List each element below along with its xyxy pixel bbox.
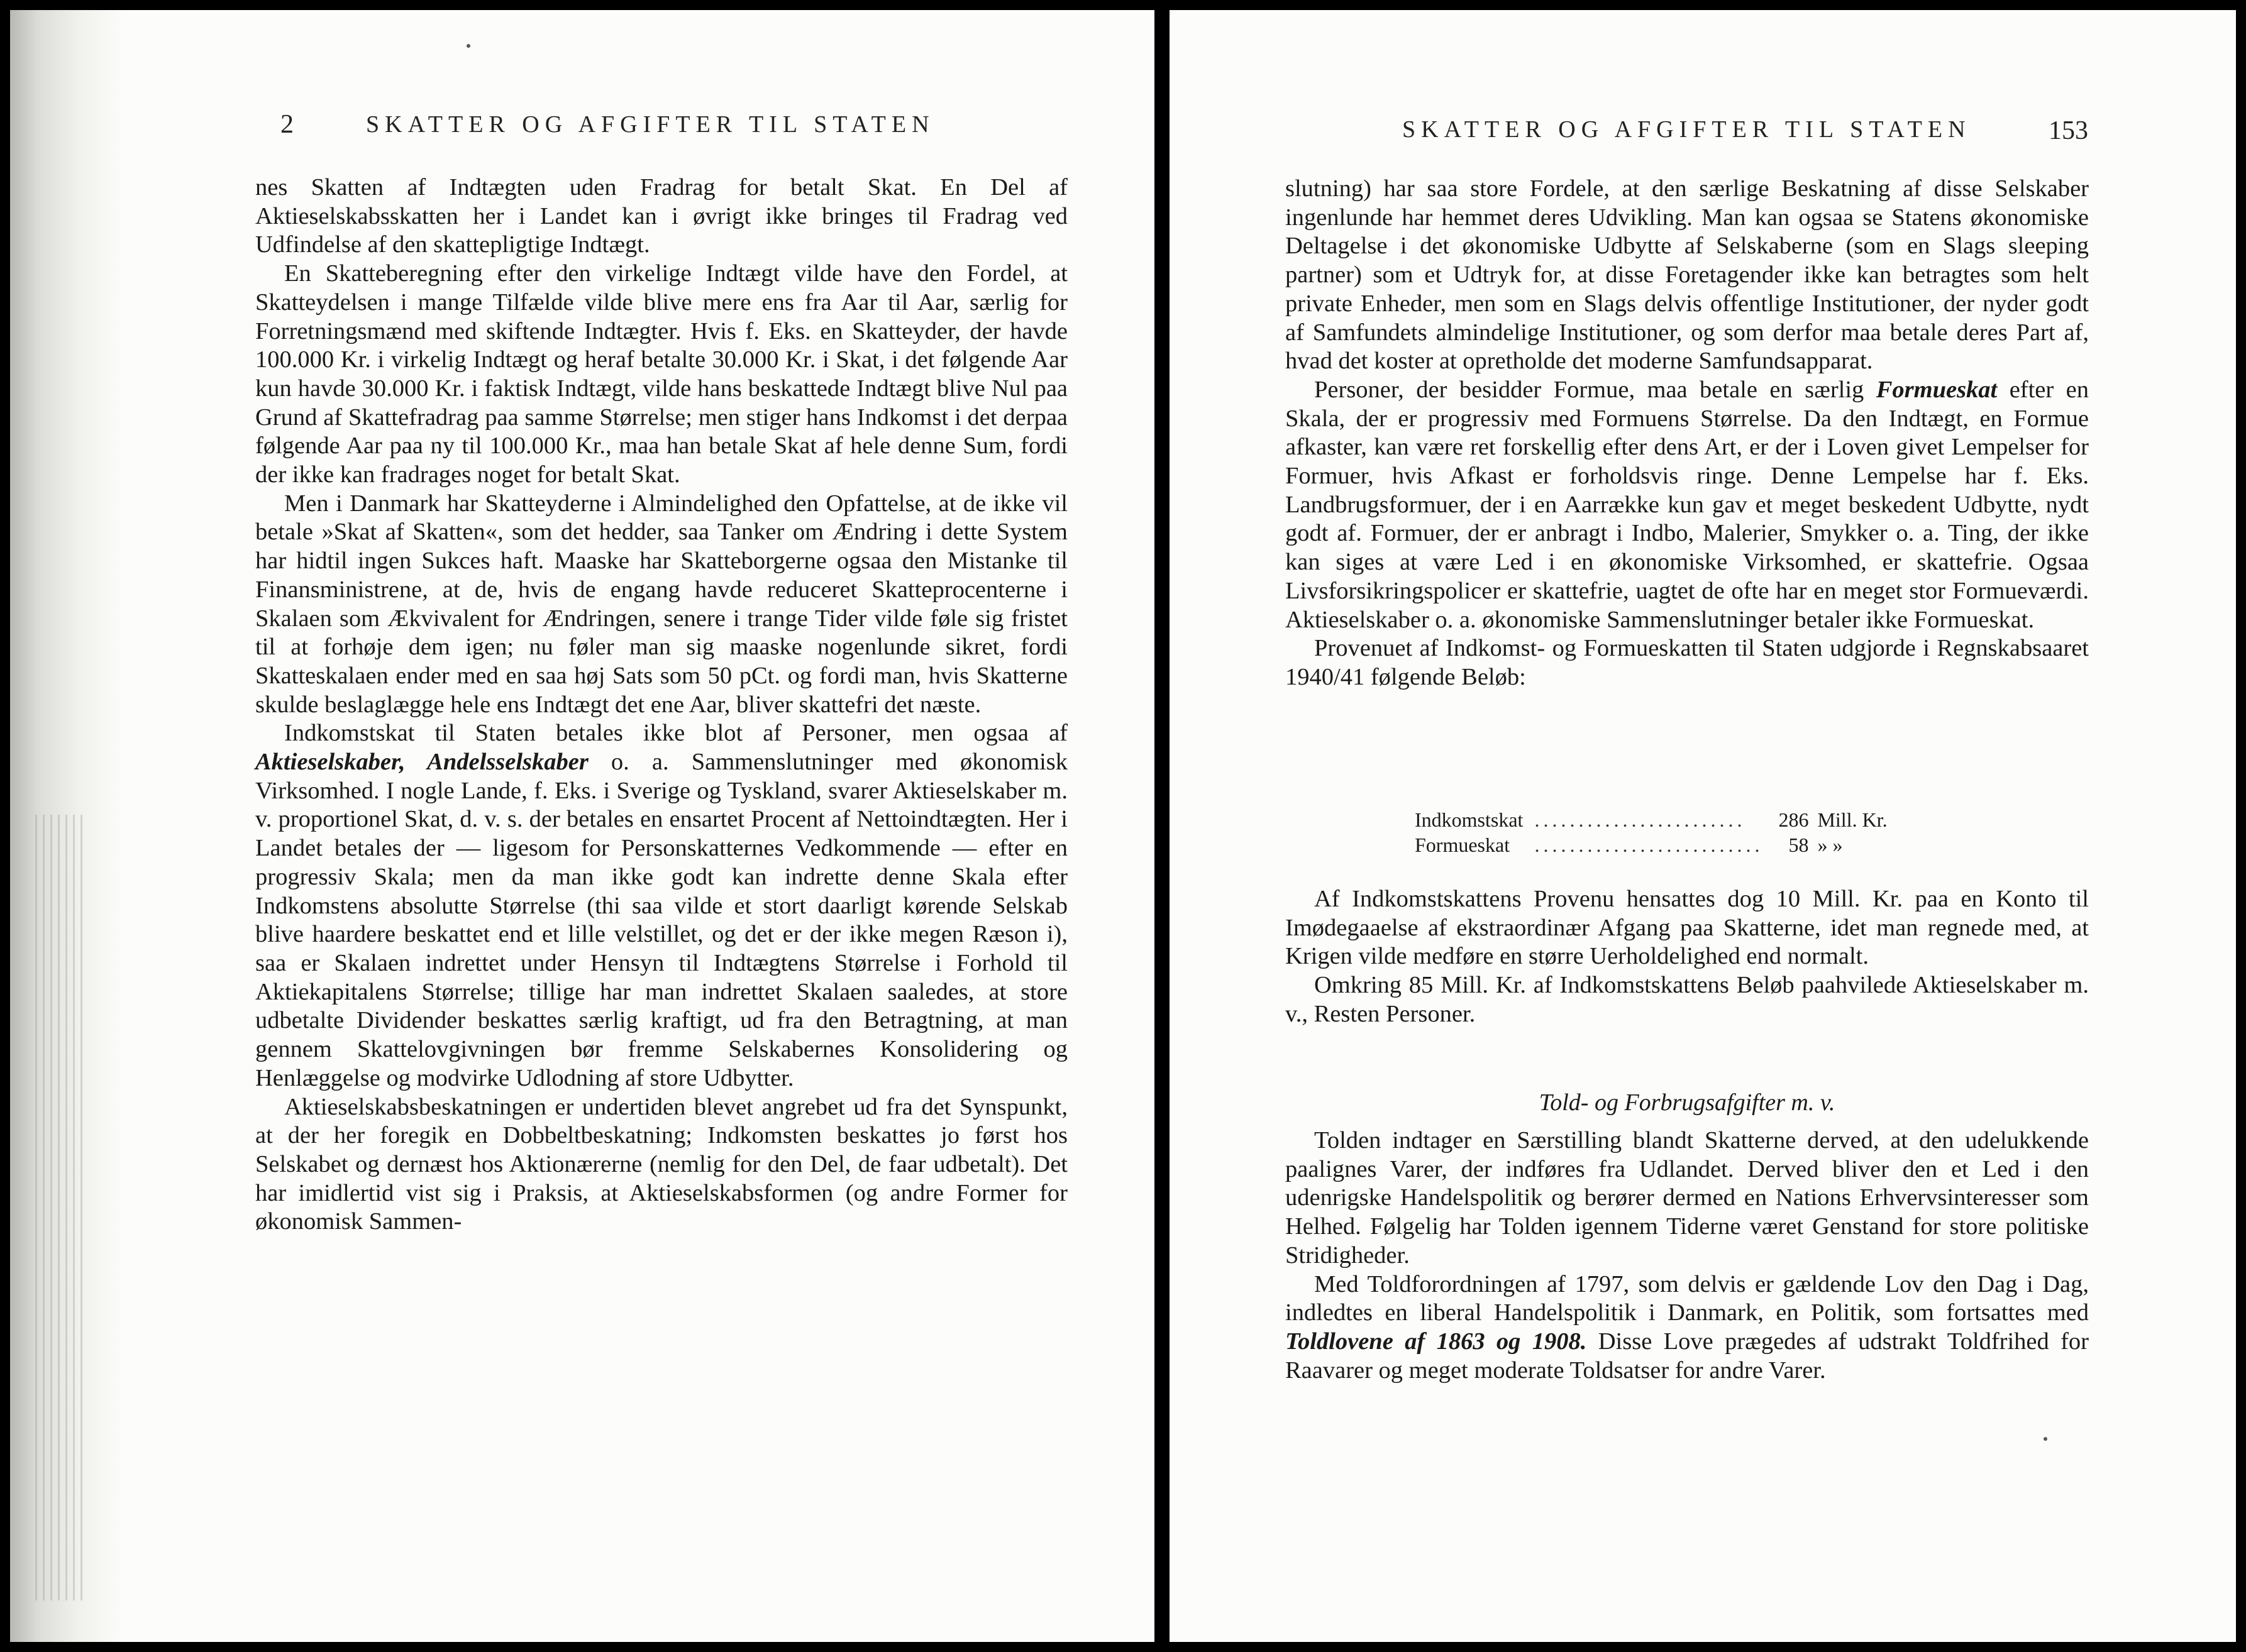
table-value: 286 <box>1778 808 1809 831</box>
paragraph: slutning) har saa store Fordele, at den særlige Beskatning af disse Selskaber ingenlunde har hemmet deres Udvikling. Man kan ogsaa se Statens økonomiske Deltagelse i det økonomiske Udbytte af Selskaberne (som en Slags sleeping partner) som et Udtryk for, at disse Foretagender ikke kan betragtes som helt private Enheder, men som en Slags delvis offentlige Institutioner, der nyder godt af Samfundets almindelige Institutioner, og som derfor maa betale deres Part af, hvad det koster at opretholde det moderne Samfundsapparat. <box>1285 175 2089 375</box>
table-label: Indkomstskat <box>1415 808 1524 831</box>
table-unit: » » <box>1817 834 1843 856</box>
emphasis: Toldlovene af 1863 og 1908. <box>1285 1328 1587 1355</box>
dot-leader: .......................... <box>1534 834 1764 856</box>
paragraph: Indkomstskat til Staten betales ikke blot af Personer, men ogsaa af Aktieselskaber, Andelsselskaber o. a. Sammenslutninger med økonomisk Virksomhed. I nogle Lande, f. Eks. i Sverige og Tyskland, svarer Aktieselskaber m. v. proportionel Skat, d. v. s. der betales en ensartet Procent af Nettoindtægten. Her i Landet betales der — ligesom for Personskatternes Vedkommende — efter en progressiv Skala; men da man ikke godt kan indrette denne Skala efter Indkomstens absolutte Størrelse (thi saa vilde et stort daarligt kørende Selskab blive haardere beskattet end et lille velstillet, og det er der ikke megen Ræson i), saa er Skalaen indrettet under Hensyn til Indtægtens Størrelse i Forhold til Aktiekapitalens Størrelse; tillige har man indrettet Skalaen saaledes, at store udbetalte Dividender beskattes særlig kraftigt, ud fra den Betragtning, at man gennem Skattelovgivningen bør fremme Selskabernes Konsolidering og Henlæggelse og modvirke Udlodning af store Udbytter. <box>255 720 1068 1091</box>
paragraph: Af Indkomstskattens Provenu hensattes dog 10 Mill. Kr. paa en Konto til Imødegaaelse af ekstraordinær Afgang paa Skatterne, idet man regnede med, at Krigen vilde medføre en større Uerholdelighed end normalt. <box>1285 886 2089 970</box>
paragraph: Personer, der besidder Formue, maa betale en særlig Formueskat efter en Skala, der er progressiv med Formuens Størrelse. Da den Indtægt, en Formue afkaster, kan være ret forskellig efter dens Art, er der i Loven givet Lempelser for Formuer, hvis Afkast er forholdsvis ringe. Denne Lempelse har f. Eks. Landbrugsformuer, der i en Aarrække kun gav et meget beskedent Udbytte, nydt godt af. Formuer, der er anbragt i Indbo, Malerier, Smykker o. a. Ting, der ikke kan siges at være Led i en økonomiske Virksomhed, er skattefrie. Ogsaa Livsforsikringspolicer er skattefrie, uagtet de ofte har en meget stor Formueværdi. Aktieselskaber o. a. økonomiske Sammenslutninger betaler ikke Formueskat. <box>1285 376 2089 633</box>
left-body-text <box>255 173 1068 1236</box>
dot-leader: ........................ <box>1534 808 1746 831</box>
scan-speck <box>467 44 470 48</box>
paragraph: Aktieselskabsbeskatningen er undertiden blevet angrebet ud fra det Synspunkt, at der her foregik en Dobbeltbeskatning; Indkomsten beskattes jo først hos Selskabet og dernæst hos Aktionærerne (nemlig for den Del, de faar udbetalt). Det har imidlertid vist sig i Praksis, at Aktieselskabsformen (og andre Former for økonomisk Sammen- <box>255 1093 1068 1235</box>
right-body-text-mid <box>1285 885 2089 1029</box>
paragraph: Tolden indtager en Særstilling blandt Skatterne derved, at den udelukkende paalignes Varer, der indføres fra Udlandet. Derved bliver den et Led i den udenrigske Handelspolitik og berører dermed en Nations Erhvervsinteresser som Helhed. Følgelig har Tolden igennem Tiderne været Genstand for store politiske Stridigheder. <box>1285 1127 2089 1269</box>
table-value: 58 <box>1788 834 1809 856</box>
table-row <box>1415 807 1888 832</box>
revenue-table <box>1415 807 1888 857</box>
table-label: Formueskat <box>1415 834 1510 856</box>
page-number: 2 <box>280 110 294 139</box>
table-row <box>1415 832 1888 857</box>
paragraph: En Skatteberegning efter den virkelige Indtægt vilde have den Fordel, at Skatteydelsen i mange Tilfælde vilde blive mere ens fra Aar til Aar, særlig for Forretningsmænd med skiftende Indtægter. Hvis f. Eks. en Skatteyder, der havde 100.000 Kr. i virkelig Indtægt og heraf betalte 30.000 Kr. i Skat, i det følgende Aar kun havde 30.000 Kr. i faktisk Indtægt, vilde hans beskattede Indtægt blive Nul paa Grund af Skattefradrag paa samme Størrelse; men stiger hans Indkomst i det derpaa følgende Aar paa ny til 100.000 Kr., maa han betale Skat af hele denne Sum, fordi der ikke kan fradrages noget for betalt Skat. <box>255 260 1068 488</box>
table-unit: Mill. Kr. <box>1817 808 1888 831</box>
paragraph: nes Skatten af Indtægten uden Fradrag for betalt Skat. En Del af Aktieselskabsskatten her i Landet kan i øvrigt ikke bringes til Fradrag ved Udfindelse af den skattepligtige Indtægt. <box>255 174 1068 258</box>
page-number: 153 <box>2049 116 2088 145</box>
paragraph: Provenuet af Indkomst- og Formueskatten til Staten udgjorde i Regnskabsaaret 1940/41 følgende Beløb: <box>1285 635 2089 690</box>
running-head: SKATTER OG AFGIFTER TIL STATEN <box>366 111 935 138</box>
right-body-text-bottom <box>1285 1126 2089 1385</box>
scan-speck <box>2044 1437 2047 1441</box>
paragraph: Omkring 85 Mill. Kr. af Indkomstskattens Beløb paahvilede Aktieselskaber m. v., Resten Personer. <box>1285 972 2089 1027</box>
paragraph: Men i Danmark har Skatteyderne i Almindelighed den Opfattelse, at de ikke vil betale »Skat af Skatten«, som det hedder, saa Tanker om Ændring i dette System har hidtil ingen Sukces haft. Maaske har Skatteborgerne ogsaa den Mistanke til Finansministrene, at de, hvis de engang havde reduceret Skatteprocenterne i Skalaen som Ækvivalent for Ændringen, senere i trange Tider vilde føle sig fristet til at forhøje dem igen; nu føler man sig maaske nogenlunde sikret, fordi Skatteskalaen ender med en saa høj Sats som 50 pCt. og fordi man, hvis Skatterne skulde beslaglægge hele ens Indtægt det ene Aar, bliver skattefri det næste. <box>255 490 1068 718</box>
paragraph: Med Toldforordningen af 1797, som delvis er gældende Lov den Dag i Dag, indledtes en liberal Handelspolitik i Danmark, en Politik, som fortsattes med Toldlovene af 1863 og 1908. Disse Love prægedes af udstrakt Toldfrihed for Raavarer og meget moderate Toldsatser for andre Varer. <box>1285 1270 2089 1384</box>
left-page <box>10 10 1154 1642</box>
emphasis: Formueskat <box>1876 376 1998 403</box>
right-page <box>1170 10 2236 1642</box>
emphasis: Aktieselskaber, Andelsselskaber <box>255 749 589 776</box>
section-subheading: Told- og Forbrugsafgifter m. v. <box>1539 1089 1835 1116</box>
running-head: SKATTER OG AFGIFTER TIL STATEN <box>1402 116 1971 143</box>
page-edge-stack <box>35 815 86 1600</box>
right-body-text-top <box>1285 175 2089 692</box>
